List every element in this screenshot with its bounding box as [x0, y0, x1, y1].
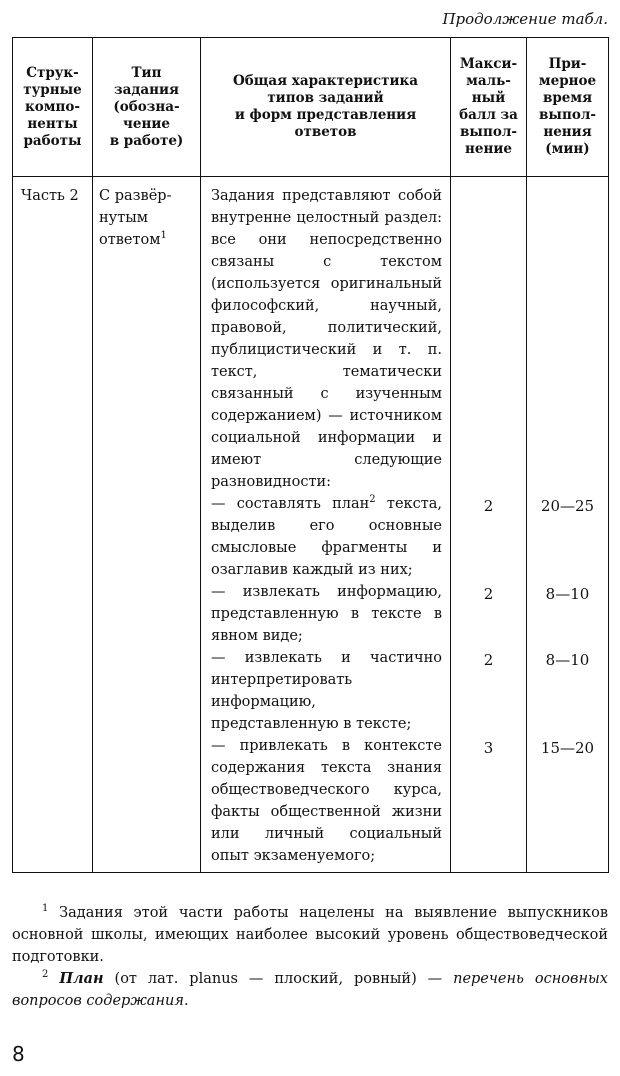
time-4: 15—20 [540, 739, 595, 757]
description-item-2: — извлекать информацию, представленную в тексте в явном виде; [211, 584, 442, 644]
footnote-1: $^1$ Задания этой части работы нацелены на выявление выпускников основной школы, имеющих наиболее высокий уровень обществоведческой подготовки. [12, 903, 609, 965]
header-description: Общая характеристика типов заданий и форм представления ответов [201, 38, 451, 177]
continuation-label: Продолжение табл. [442, 10, 608, 28]
page-number: 8 [12, 1042, 25, 1066]
cell-task-type: С развёр-нутым ответом$^1$ [93, 177, 201, 873]
time-1: 20—25 [540, 497, 595, 515]
description-item-4: — привлекать в контексте содержания текста знания обществоведческого курса, факты общественной жизни или личный социальный опыт экзаменуемого; [211, 738, 442, 864]
cell-part: Часть 2 [13, 177, 93, 873]
header-components: Струк- турные компо- ненты работы [13, 38, 93, 177]
description-intro: Задания представляют собой внутренне целостный раздел: все они непосредственно связаны с текстом (используется оригинальный философский, научный, правовой, политический, публицистический и т. п. текст, тематически связанный с изученным содержанием) — источником социальной информации и имеют следующие разновидности: [211, 188, 442, 490]
footnote-2: $^2$ План (от лат. planus — плоский, ровный) — перечень основных вопросов содержания. [12, 969, 608, 1009]
table-row [13, 177, 609, 873]
table-header-row [13, 38, 609, 177]
max-score-3: 2 [483, 651, 494, 669]
exam-structure-table [12, 37, 608, 873]
cell-times [527, 177, 609, 873]
time-3: 8—10 [545, 651, 590, 669]
max-score-1: 2 [483, 497, 494, 515]
header-time: При- мерное время выпол- нения (мин) [527, 38, 609, 177]
cell-max-scores [451, 177, 527, 873]
header-task-type: Тип задания (обозна- чение в работе) [93, 38, 201, 177]
max-score-4: 3 [483, 739, 494, 757]
footnote-ref-1: 1 [160, 230, 167, 242]
cell-description [201, 177, 451, 873]
footnote-ref-2: 2 [369, 494, 376, 506]
description-item-3: — извлекать и частично интерпретировать информацию, представленную в тексте; [211, 650, 442, 732]
footnote-term: План [59, 970, 104, 987]
max-score-2: 2 [483, 585, 494, 603]
description-item-1: — составлять план$^2$ текста, выделив его основные смысловые фрагменты и озаглавив каждый из них; [211, 494, 442, 578]
time-2: 8—10 [545, 585, 590, 603]
header-max-score: Макси- маль- ный балл за выпол- нение [451, 38, 527, 177]
footnote-definition: перечень основных вопросов содержания. [12, 971, 608, 1009]
